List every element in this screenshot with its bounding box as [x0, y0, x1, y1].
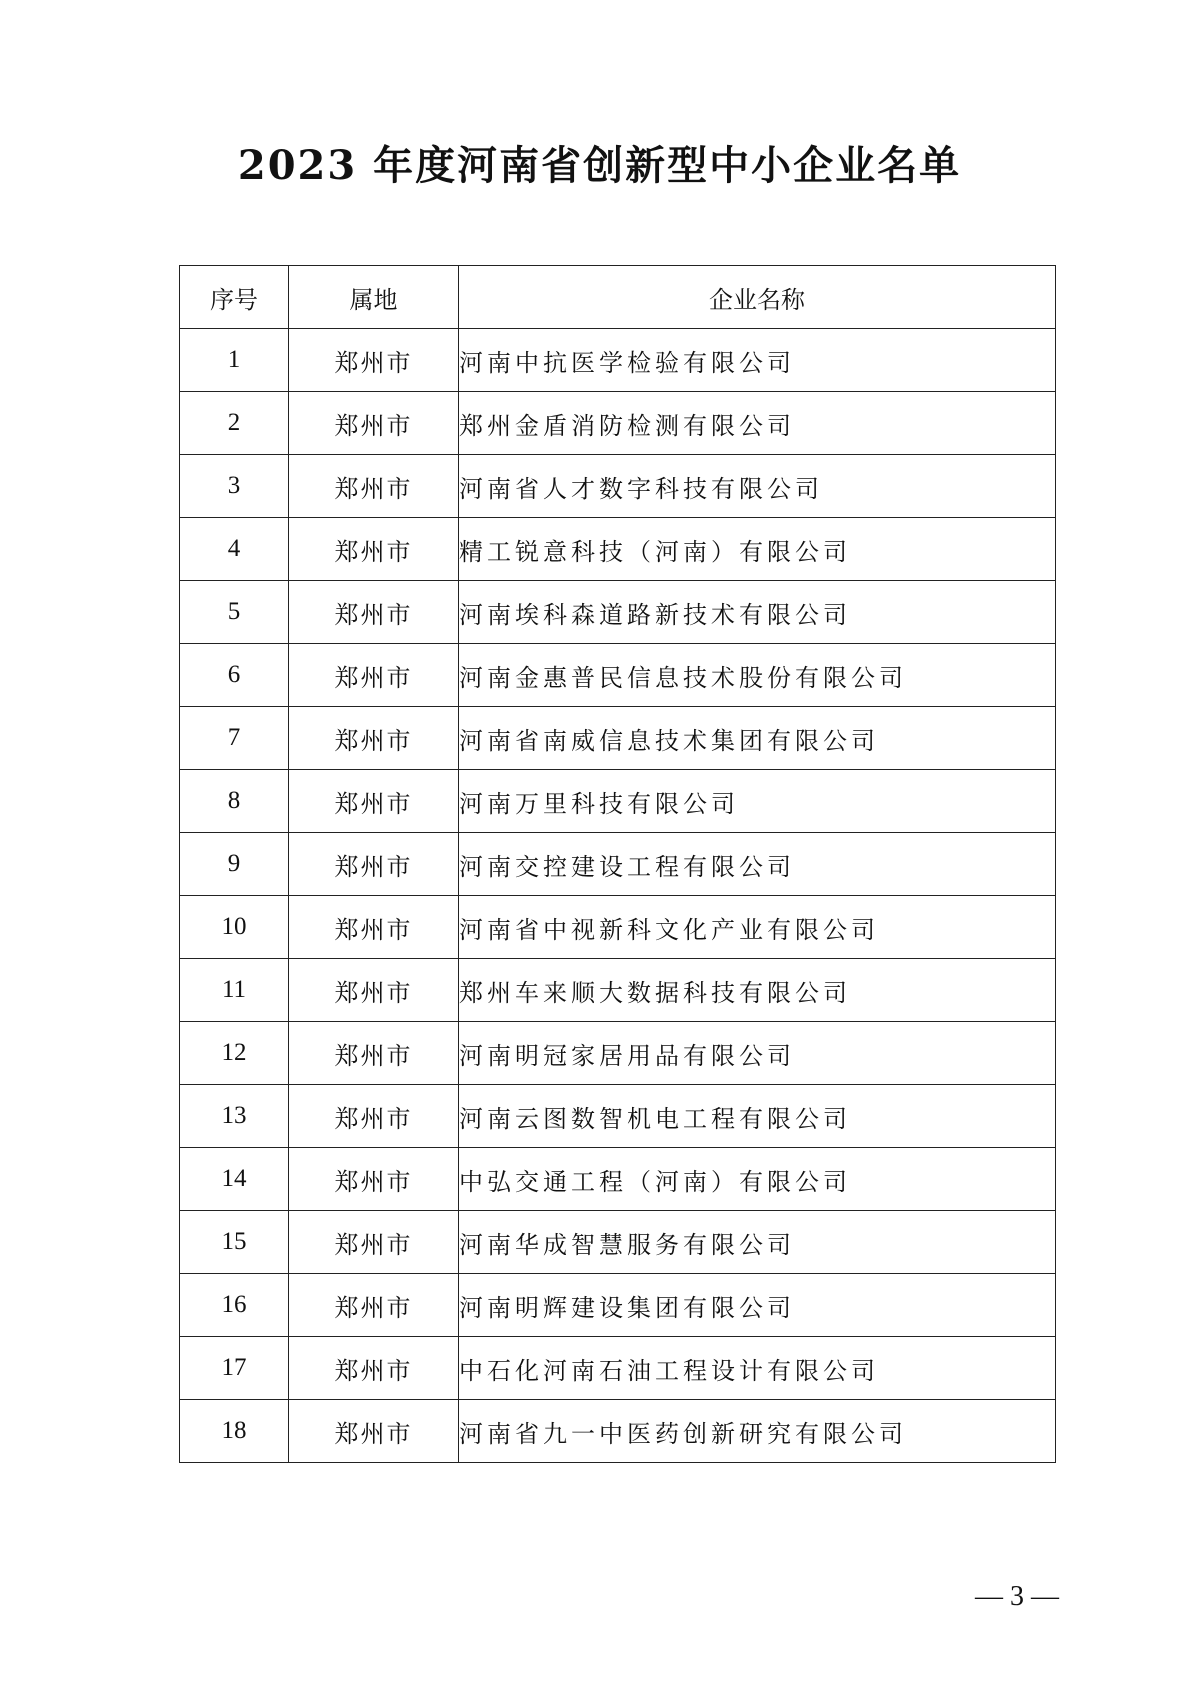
- table-row: [180, 1211, 1056, 1274]
- table-row: [180, 392, 1056, 455]
- cell-serial-number: 14: [180, 1148, 289, 1211]
- table-row: [180, 770, 1056, 833]
- table-body: [180, 329, 1056, 1463]
- cell-location: 郑州市: [289, 959, 459, 1022]
- cell-company-name: 河南云图数智机电工程有限公司: [459, 1085, 1056, 1148]
- cell-serial-number: 3: [180, 455, 289, 518]
- cell-location: 郑州市: [289, 770, 459, 833]
- header-serial-number: 序号: [180, 266, 289, 329]
- cell-location: 郑州市: [289, 896, 459, 959]
- cell-company-name: 郑州金盾消防检测有限公司: [459, 392, 1056, 455]
- table-row: [180, 1337, 1056, 1400]
- cell-company-name: 河南金惠普民信息技术股份有限公司: [459, 644, 1056, 707]
- table-row: [180, 896, 1056, 959]
- table-row: [180, 1022, 1056, 1085]
- cell-company-name: 郑州车来顺大数据科技有限公司: [459, 959, 1056, 1022]
- cell-company-name: 河南省九一中医药创新研究有限公司: [459, 1400, 1056, 1463]
- cell-serial-number: 17: [180, 1337, 289, 1400]
- cell-serial-number: 4: [180, 518, 289, 581]
- table-row: [180, 1274, 1056, 1337]
- table-row: [180, 329, 1056, 392]
- table-row: [180, 1400, 1056, 1463]
- table-row: [180, 707, 1056, 770]
- cell-serial-number: 8: [180, 770, 289, 833]
- cell-location: 郑州市: [289, 1148, 459, 1211]
- cell-company-name: 河南万里科技有限公司: [459, 770, 1056, 833]
- cell-serial-number: 1: [180, 329, 289, 392]
- cell-location: 郑州市: [289, 644, 459, 707]
- table-row: [180, 1148, 1056, 1211]
- header-company-name: 企业名称: [459, 266, 1056, 329]
- cell-serial-number: 6: [180, 644, 289, 707]
- cell-serial-number: 9: [180, 833, 289, 896]
- enterprise-table: [179, 265, 1056, 1463]
- table-row: [180, 518, 1056, 581]
- cell-location: 郑州市: [289, 1211, 459, 1274]
- cell-company-name: 河南华成智慧服务有限公司: [459, 1211, 1056, 1274]
- header-location: 属地: [289, 266, 459, 329]
- table-row: [180, 1085, 1056, 1148]
- cell-serial-number: 13: [180, 1085, 289, 1148]
- cell-location: 郑州市: [289, 1400, 459, 1463]
- cell-location: 郑州市: [289, 707, 459, 770]
- cell-serial-number: 2: [180, 392, 289, 455]
- cell-serial-number: 10: [180, 896, 289, 959]
- cell-company-name: 河南省南威信息技术集团有限公司: [459, 707, 1056, 770]
- cell-company-name: 精工锐意科技（河南）有限公司: [459, 518, 1056, 581]
- page-title: 2023 年度河南省创新型中小企业名单: [237, 142, 962, 189]
- cell-company-name: 中弘交通工程（河南）有限公司: [459, 1148, 1056, 1211]
- table-row: [180, 581, 1056, 644]
- cell-company-name: 中石化河南石油工程设计有限公司: [459, 1337, 1056, 1400]
- cell-company-name: 河南省中视新科文化产业有限公司: [459, 896, 1056, 959]
- cell-serial-number: 18: [180, 1400, 289, 1463]
- cell-location: 郑州市: [289, 392, 459, 455]
- cell-company-name: 河南明辉建设集团有限公司: [459, 1274, 1056, 1337]
- cell-serial-number: 15: [180, 1211, 289, 1274]
- cell-company-name: 河南交控建设工程有限公司: [459, 833, 1056, 896]
- cell-location: 郑州市: [289, 1337, 459, 1400]
- cell-location: 郑州市: [289, 518, 459, 581]
- cell-company-name: 河南中抗医学检验有限公司: [459, 329, 1056, 392]
- table-row: [180, 959, 1056, 1022]
- cell-serial-number: 7: [180, 707, 289, 770]
- cell-serial-number: 12: [180, 1022, 289, 1085]
- table-header-row: [180, 266, 1056, 329]
- cell-location: 郑州市: [289, 329, 459, 392]
- cell-company-name: 河南埃科森道路新技术有限公司: [459, 581, 1056, 644]
- cell-location: 郑州市: [289, 1085, 459, 1148]
- cell-location: 郑州市: [289, 455, 459, 518]
- cell-location: 郑州市: [289, 833, 459, 896]
- cell-location: 郑州市: [289, 1022, 459, 1085]
- page-number: — 3 —: [975, 1581, 1059, 1612]
- cell-serial-number: 5: [180, 581, 289, 644]
- cell-serial-number: 16: [180, 1274, 289, 1337]
- table-row: [180, 644, 1056, 707]
- cell-location: 郑州市: [289, 581, 459, 644]
- cell-company-name: 河南明冠家居用品有限公司: [459, 1022, 1056, 1085]
- table-row: [180, 455, 1056, 518]
- cell-location: 郑州市: [289, 1274, 459, 1337]
- cell-serial-number: 11: [180, 959, 289, 1022]
- cell-company-name: 河南省人才数字科技有限公司: [459, 455, 1056, 518]
- table-row: [180, 833, 1056, 896]
